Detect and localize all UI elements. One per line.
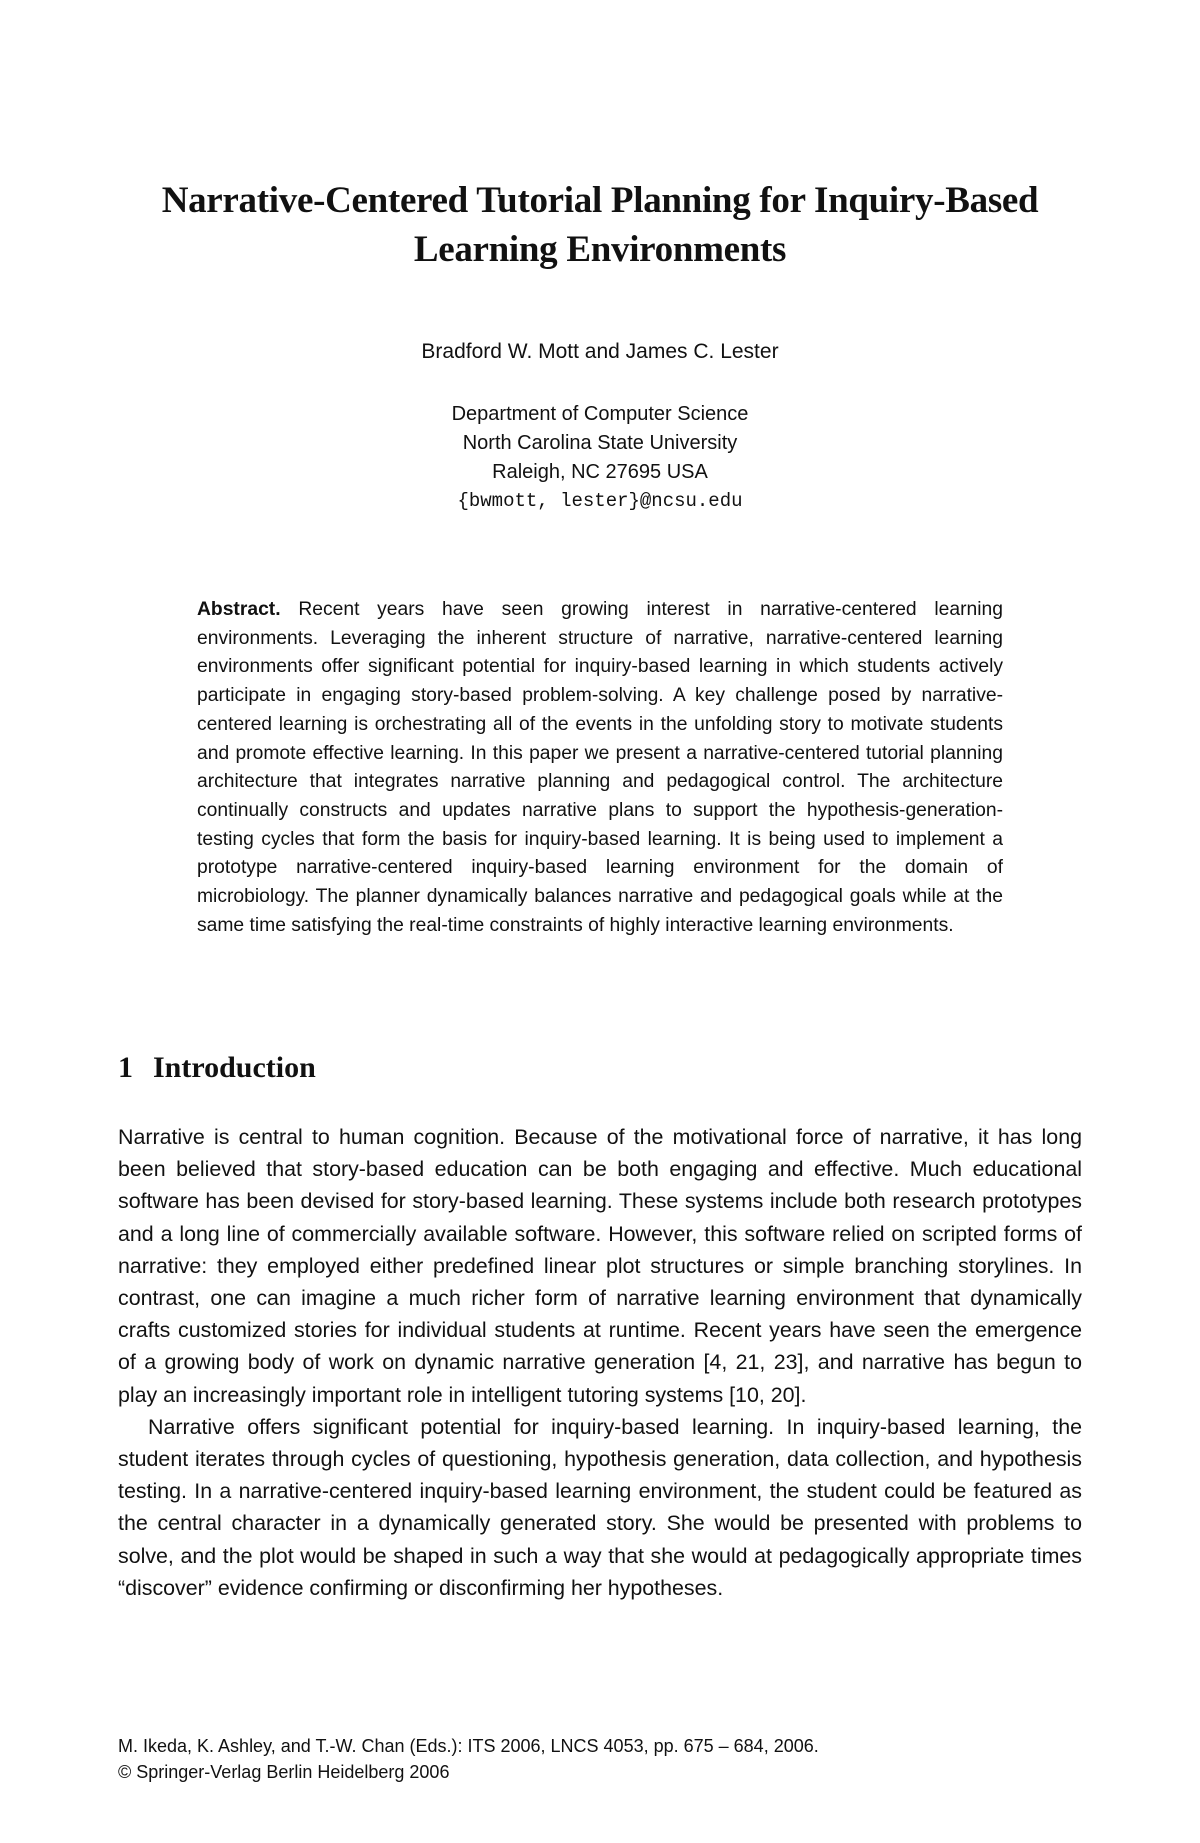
paragraph: Narrative offers significant potential for inquiry-based learning. In inquiry-based learning, the student iterates through cycles of questioning, hypothesis generation, data collection, and hypothesis testing. In a narrative-centered inquiry-based learning environment, the student could be featured as the central character in a dynamically generated story. She would be presented with problems to solve, and the plot would be shaped in such a way that she would at pedagogically appropriate times “discover” evidence confirming or disconfirming her hypotheses. <box>118 1414 1082 1600</box>
university: North Carolina State University <box>462 432 738 454</box>
section-heading <box>118 1050 316 1086</box>
paragraph: Narrative is central to human cognition. Because of the motivational force of narrative, it has long been believed that story-based education can be both engaging and effective. Much educational software has been devised for story-based learning. These systems include both research prototypes and a long line of commercially available software. However, this software relied on scripted forms of narrative: they employed either predefined linear plot structures or simple branching storylines. In contrast, one can imagine a much richer form of narrative learning environment that dynamically crafts customized stories for individual students at runtime. Recent years have seen the emergence of a growing body of work on dynamic narrative generation [4, 21, 23], and narrative has begun to play an increasingly important role in intelligent tutoring systems [10, 20]. <box>118 1125 1082 1407</box>
abstract-text: Recent years have seen growing interest in narrative-centered learning environments. Leveraging the inherent structure of narrative, narrative-centered learning environments offer significant potential for inquiry-based learning in which students actively participate in engaging story-based problem-solving. A key challenge posed by narrative-centered learning is orchestrating all of the events in the unfolding story to motivate students and promote effective learning. In this paper we present a narrative-centered tutorial planning architecture that integrates narrative planning and pedagogical control. The architecture continually constructs and updates narrative plans to support the hypothesis-generation-testing cycles that form the basis for inquiry-based learning. It is being used to implement a prototype narrative-centered inquiry-based learning environment for the domain of microbiology. The planner dynamically balances narrative and pedagogical goals while at the same time satisfying the real-time constraints of highly interactive learning environments. <box>197 599 1003 936</box>
email: {bwmott, lester}@ncsu.edu <box>457 490 743 512</box>
abstract <box>197 596 1003 940</box>
author-list: Bradford W. Mott and James C. Lester <box>421 340 779 363</box>
section-number: 1 <box>118 1051 133 1084</box>
address: Raleigh, NC 27695 USA <box>492 461 708 483</box>
abstract-label: Abstract. <box>197 599 281 620</box>
footer <box>118 1733 819 1785</box>
department: Department of Computer Science <box>451 403 749 425</box>
affiliation-block <box>100 400 1100 516</box>
body-text <box>118 1121 1082 1604</box>
paper-title: Narrative-Centered Tutorial Planning for Inquiry-Based Learning Environments <box>161 180 1039 270</box>
copyright-line: © Springer-Verlag Berlin Heidelberg 2006 <box>118 1762 450 1782</box>
citation-line: M. Ikeda, K. Ashley, and T.-W. Chan (Eds.): ITS 2006, LNCS 4053, pp. 675 – 684, 2006. <box>118 1736 819 1756</box>
section-title: Introduction <box>153 1051 316 1084</box>
